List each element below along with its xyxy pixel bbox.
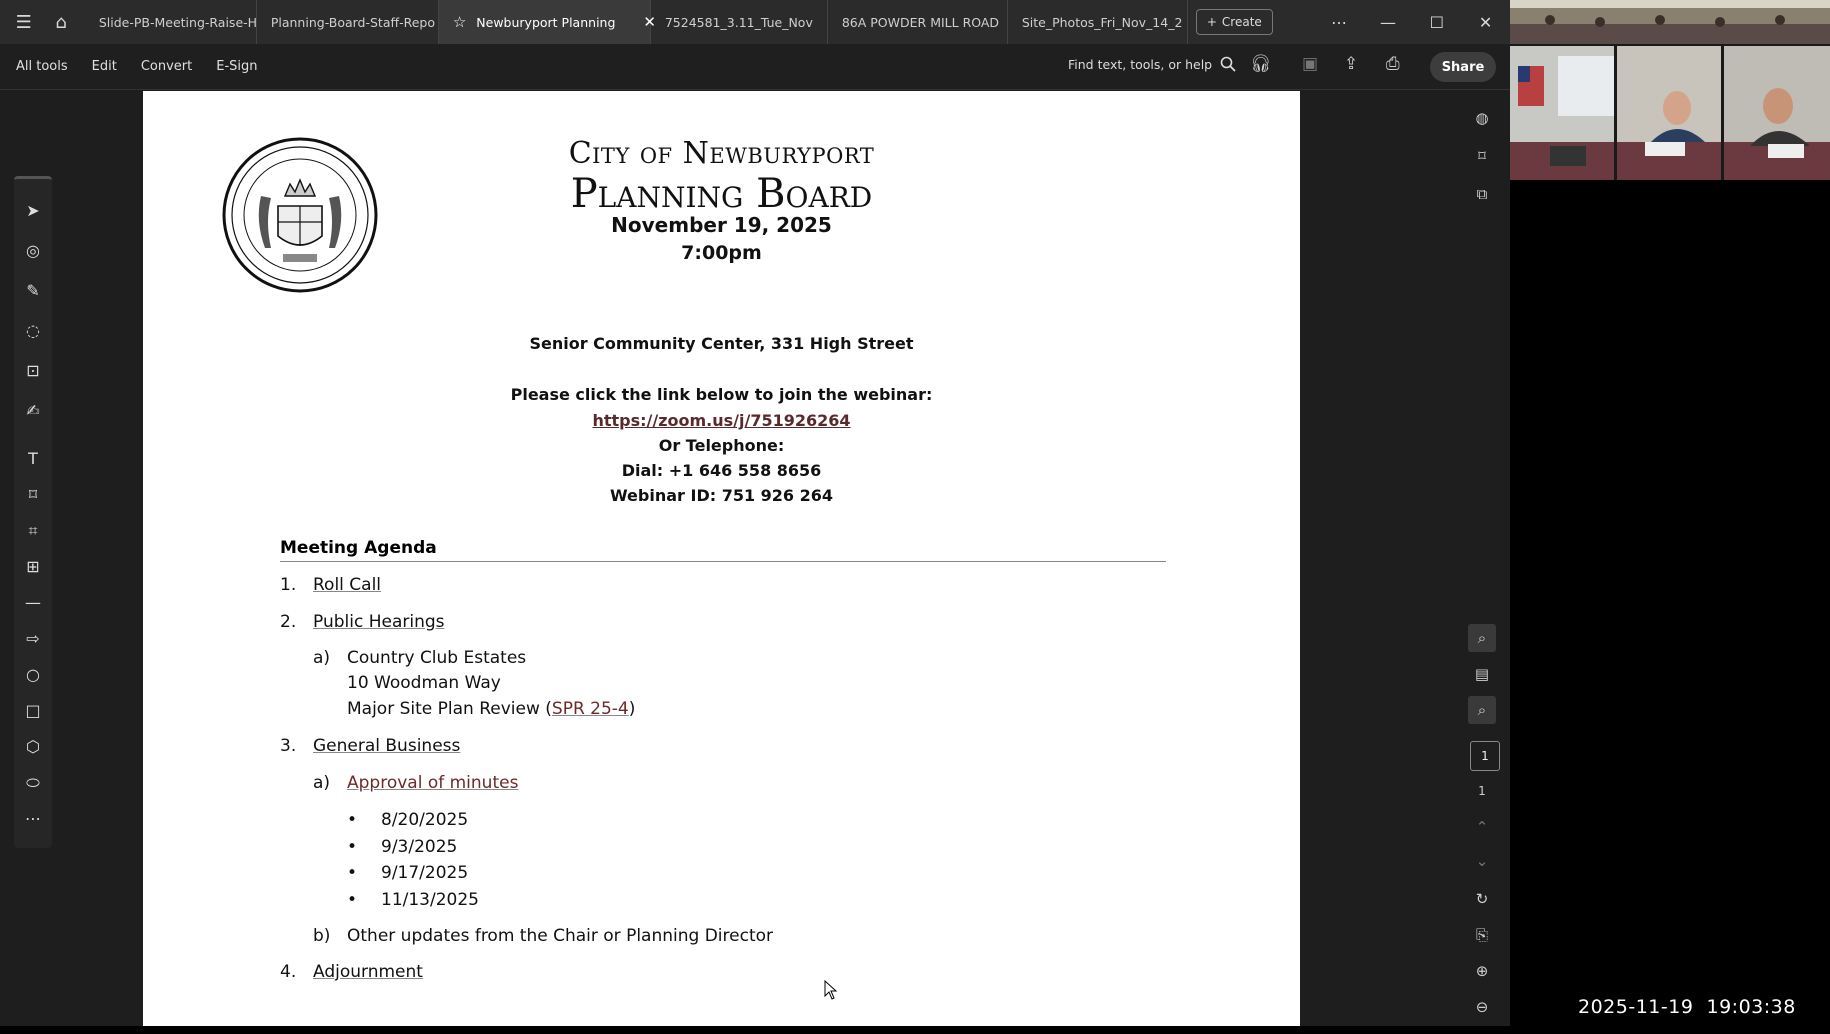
tab-label: 7524581_3.11_Tue_Nov	[664, 14, 813, 30]
member-camera-feed	[1617, 46, 1721, 180]
print-icon[interactable]: ⎙	[1386, 54, 1400, 74]
agenda-item-general-business[interactable]: General Business	[313, 736, 461, 756]
create-button[interactable]	[1196, 9, 1273, 35]
arrow-tool-icon[interactable]: ⇨	[26, 629, 40, 648]
zoom-link-line	[143, 411, 1300, 430]
left-toolbar	[14, 176, 52, 848]
mouse-cursor-icon	[824, 980, 838, 1000]
home-icon[interactable]: ⌂	[55, 11, 67, 33]
tab-label: Slide-PB-Meeting-Raise-H	[98, 14, 258, 30]
spr-link[interactable]: SPR 25-4	[551, 699, 629, 719]
city-title: City of Newburyport	[568, 136, 875, 171]
zoom-in-icon[interactable]: ⊕	[1475, 962, 1489, 980]
minimize-icon[interactable]: —	[1379, 12, 1396, 32]
agenda-number: 3.	[280, 736, 297, 756]
share-button[interactable]: Share	[1430, 52, 1496, 82]
bullet-icon: •	[347, 863, 358, 883]
review-prefix: Major Site Plan Review (	[347, 699, 552, 719]
agenda-letter: a)	[313, 773, 331, 793]
circle-tool-icon[interactable]: ○	[26, 665, 40, 684]
close-tab-icon[interactable]: ✕	[643, 13, 656, 31]
lasso-tool-icon[interactable]: ◌	[26, 321, 40, 340]
pdf-page	[143, 91, 1300, 1026]
tab-bar	[0, 0, 1510, 44]
audience-camera-feed	[1510, 0, 1830, 44]
agenda-number: 4.	[280, 962, 297, 982]
next-page-icon[interactable]: ⌄	[1475, 852, 1489, 870]
bookmark-tool-icon[interactable]: ⌑	[28, 485, 38, 504]
text-select-icon[interactable]: ⊡	[26, 361, 40, 380]
maximize-icon[interactable]: ☐	[1429, 12, 1444, 32]
comment-tool-icon[interactable]: ◎	[26, 241, 40, 260]
polygon-tool-icon[interactable]: ⬡	[26, 737, 40, 756]
meeting-location: Senior Community Center, 331 High Street	[529, 334, 914, 353]
menu-edit[interactable]: Edit	[91, 59, 117, 74]
close-window-icon[interactable]: ✕	[1478, 12, 1493, 32]
rotate-icon[interactable]: ↻	[1475, 890, 1489, 908]
agenda-letter: a)	[313, 648, 331, 668]
upload-icon[interactable]: ⇪	[1344, 54, 1359, 74]
find-panel-icon[interactable]: ⌕	[1468, 624, 1496, 652]
review-suffix: )	[628, 699, 636, 719]
find-box[interactable]	[1068, 56, 1236, 72]
hamburger-menu-icon[interactable]: ☰	[15, 11, 32, 33]
bookmarks-panel-icon[interactable]: ⌑	[1478, 147, 1486, 165]
minutes-date: 8/20/2025	[381, 810, 469, 830]
hearing-name: Country Club Estates	[347, 648, 527, 668]
select-tool-icon[interactable]: ➤	[26, 201, 40, 220]
pages-panel-icon[interactable]: ⧉	[1476, 185, 1488, 203]
zoom-link[interactable]: https://zoom.us/j/751926264	[592, 411, 851, 430]
crop-tool-icon[interactable]: ⌗	[28, 521, 38, 540]
agenda-number: 1.	[280, 575, 297, 595]
comments-panel-icon[interactable]: ◍	[1475, 109, 1489, 127]
cloud-tool-icon[interactable]: ⬭	[26, 773, 40, 792]
approval-of-minutes-link[interactable]: Approval of minutes	[347, 773, 519, 793]
menu-esign[interactable]: E-Sign	[216, 59, 258, 74]
bullet-icon: •	[347, 810, 358, 830]
or-telephone: Or Telephone:	[658, 436, 785, 455]
minutes-date: 11/13/2025	[381, 890, 479, 910]
more-tools-icon[interactable]: ⋯	[25, 809, 41, 828]
create-label: Create	[1221, 15, 1262, 29]
agenda-letter: b)	[313, 926, 331, 946]
webinar-id: Webinar ID: 751 926 264	[609, 486, 834, 505]
more-options-icon[interactable]: ⋯	[1331, 12, 1348, 32]
other-updates: Other updates from the Chair or Planning Director	[347, 926, 773, 946]
meeting-date: November 19, 2025	[611, 213, 832, 237]
tab-staff-report[interactable]	[257, 0, 439, 44]
fit-page-icon[interactable]: ⎘	[1475, 926, 1488, 944]
tab-newburyport-planning[interactable]	[439, 0, 656, 44]
menu-all-tools[interactable]: All tools	[16, 59, 68, 74]
tab-site-photos[interactable]	[1008, 0, 1188, 44]
search-icon	[1220, 56, 1236, 72]
meeting-time: 7:00pm	[681, 242, 762, 264]
menu-convert[interactable]: Convert	[140, 59, 193, 74]
timestamp: 2025-11-19 19:03:38	[1578, 996, 1796, 1018]
member-camera-feed-2	[1724, 46, 1830, 180]
zoom-search-icon[interactable]: ⌕	[1468, 696, 1496, 724]
save-icon[interactable]: ▣	[1302, 54, 1319, 74]
page-total: 1	[1478, 784, 1486, 798]
find-placeholder: Find text, tools, or help	[1068, 56, 1213, 72]
plus-icon: +	[1206, 15, 1217, 29]
bullet-icon: •	[347, 890, 358, 910]
read-aloud-icon[interactable]: 🎧︎	[1250, 54, 1272, 74]
fill-sign-icon[interactable]: ✍	[26, 401, 40, 420]
flag-camera-feed	[1510, 46, 1614, 180]
tab-label: 86A POWDER MILL ROAD	[841, 14, 1000, 30]
minutes-date: 9/3/2025	[381, 837, 458, 857]
hearing-address: 10 Woodman Way	[347, 673, 501, 693]
bullet-icon: •	[347, 837, 358, 857]
board-title: Planning Board	[570, 171, 873, 217]
webinar-prompt: Please click the link below to join the webinar:	[510, 385, 933, 404]
line-tool-icon[interactable]: —	[25, 593, 41, 612]
add-text-icon[interactable]: T	[28, 449, 38, 468]
hearing-review-line	[347, 699, 635, 719]
tab-slide-pb[interactable]	[85, 0, 257, 44]
minutes-date: 9/17/2025	[381, 863, 469, 883]
tab-label: Newburyport Planning	[476, 14, 616, 30]
pen-tool-icon[interactable]: ✎	[26, 281, 40, 300]
tab-7524581[interactable]	[651, 0, 828, 44]
webcam-panel	[1510, 0, 1830, 180]
agenda-title: Meeting Agenda	[280, 538, 1166, 562]
agenda-item-adjournment[interactable]: Adjournment	[313, 962, 423, 982]
previous-page-icon[interactable]: ⌃	[1475, 818, 1489, 836]
tab-label: Site_Photos_Fri_Nov_14_2	[1021, 14, 1183, 30]
zoom-out-icon[interactable]: ⊖	[1475, 998, 1489, 1016]
tab-label: Planning-Board-Staff-Repo	[270, 14, 436, 30]
agenda-item-roll-call[interactable]: Roll Call	[313, 575, 382, 595]
rectangle-tool-icon[interactable]: □	[25, 701, 41, 720]
tab-powder-mill-road[interactable]	[828, 0, 1008, 44]
insert-tool-icon[interactable]: ⊞	[26, 557, 40, 576]
agenda-item-public-hearings[interactable]: Public Hearings	[313, 612, 445, 632]
document-panel-icon[interactable]: ▤	[1474, 665, 1490, 683]
dial-number: Dial: +1 646 558 8656	[621, 461, 822, 480]
star-icon[interactable]: ☆	[452, 13, 467, 31]
agenda-number: 2.	[280, 612, 297, 632]
page-number-input[interactable]: 1	[1470, 741, 1500, 771]
right-rail	[1444, 90, 1510, 1026]
menu-bar	[0, 44, 1510, 90]
